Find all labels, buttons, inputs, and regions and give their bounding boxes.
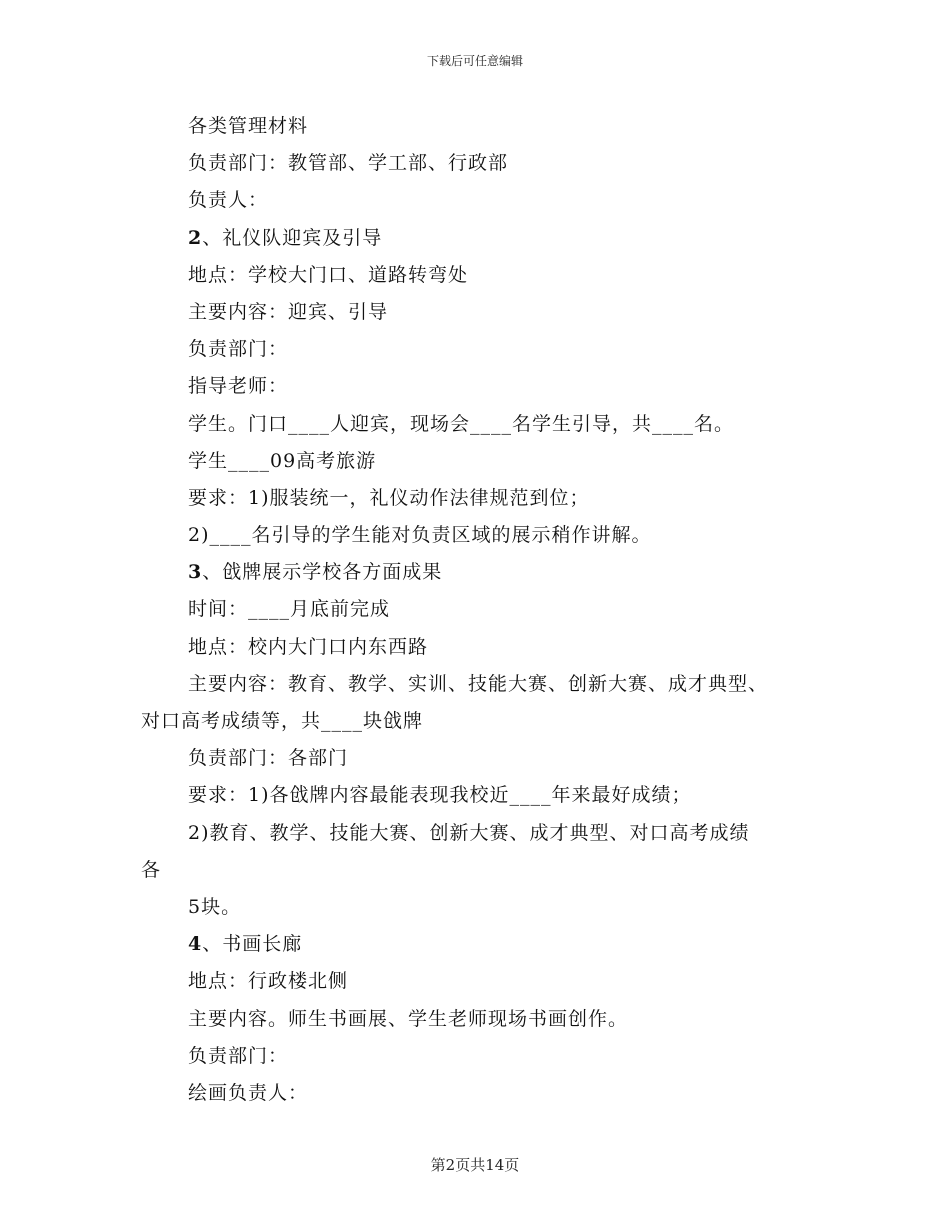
line-text: 负责部门：	[188, 1044, 289, 1067]
text-line	[141, 257, 821, 294]
line-text: 学生____09高考旅游	[188, 449, 377, 472]
page-footer: 第2页共14页	[430, 1156, 520, 1174]
text-line	[141, 554, 821, 591]
text-line	[141, 331, 821, 368]
line-text: 、书画长廊	[202, 933, 303, 956]
text-line	[141, 815, 821, 852]
text-line	[141, 294, 821, 331]
line-text: 时间：____月底前完成	[188, 598, 391, 621]
line-text: 负责人：	[188, 189, 269, 212]
text-line	[141, 963, 821, 1000]
text-line	[141, 220, 821, 257]
text-line	[141, 443, 821, 480]
text-line	[141, 703, 821, 740]
text-line	[141, 889, 821, 926]
line-text: 对口高考成绩等，共____块戗牌	[141, 710, 424, 732]
line-text: 主要内容：迎宾、引导	[188, 300, 389, 323]
page-header: 下载后可任意编辑	[426, 54, 523, 68]
line-text: 要求：1)服装统一，礼仪动作法律规范到位；	[188, 486, 590, 509]
line-text: 主要内容。师生书画展、学生老师现场书画创作。	[188, 1007, 629, 1030]
text-line	[141, 591, 821, 628]
text-line	[141, 852, 821, 889]
line-text: 地点：校内大门口内东西路	[188, 635, 429, 658]
line-text: 各	[141, 858, 162, 881]
line-text: 指导老师：	[188, 375, 289, 398]
line-text: 地点：学校大门口、道路转弯处	[188, 263, 469, 286]
text-line	[141, 1001, 821, 1038]
text-line	[141, 777, 821, 814]
text-line	[141, 368, 821, 405]
line-text: 2)____名引导的学生能对负责区域的展示稍作讲解。	[188, 524, 652, 547]
text-line	[141, 182, 821, 219]
line-text: 地点：行政楼北侧	[188, 970, 349, 993]
line-text: 2)教育、教学、技能大赛、创新大赛、成才典型、对口高考成绩	[188, 821, 750, 844]
document-body	[141, 108, 821, 1112]
text-line	[141, 145, 821, 182]
text-line	[141, 740, 821, 777]
line-text: 学生。门口____人迎宾，现场会____名学生引导，共____名。	[188, 412, 735, 435]
line-text: 绘画负责人：	[188, 1081, 309, 1104]
text-line	[141, 666, 821, 703]
section-number: 2	[188, 226, 203, 249]
line-text: 、礼仪队迎宾及引导	[202, 226, 383, 249]
text-line	[141, 517, 821, 554]
line-text: 主要内容：教育、教学、实训、技能大赛、创新大赛、成才典型、	[188, 672, 769, 695]
text-line	[141, 108, 821, 145]
line-text: 负责部门：各部门	[188, 747, 349, 770]
section-number: 3	[188, 561, 203, 584]
line-text: 要求：1)各戗牌内容最能表现我校近____年来最好成绩；	[188, 784, 692, 807]
text-line	[141, 1075, 821, 1112]
line-text: 负责部门：	[188, 338, 289, 361]
line-text: 5块。	[188, 895, 242, 918]
text-line	[141, 629, 821, 666]
line-text: 、戗牌展示学校各方面成果	[202, 561, 443, 584]
text-line	[141, 480, 821, 517]
line-text: 各类管理材料	[188, 115, 309, 137]
text-line	[141, 1038, 821, 1075]
section-number: 4	[188, 933, 203, 956]
text-line	[141, 926, 821, 963]
line-text: 负责部门：教管部、学工部、行政部	[188, 152, 509, 175]
text-line	[141, 406, 821, 443]
